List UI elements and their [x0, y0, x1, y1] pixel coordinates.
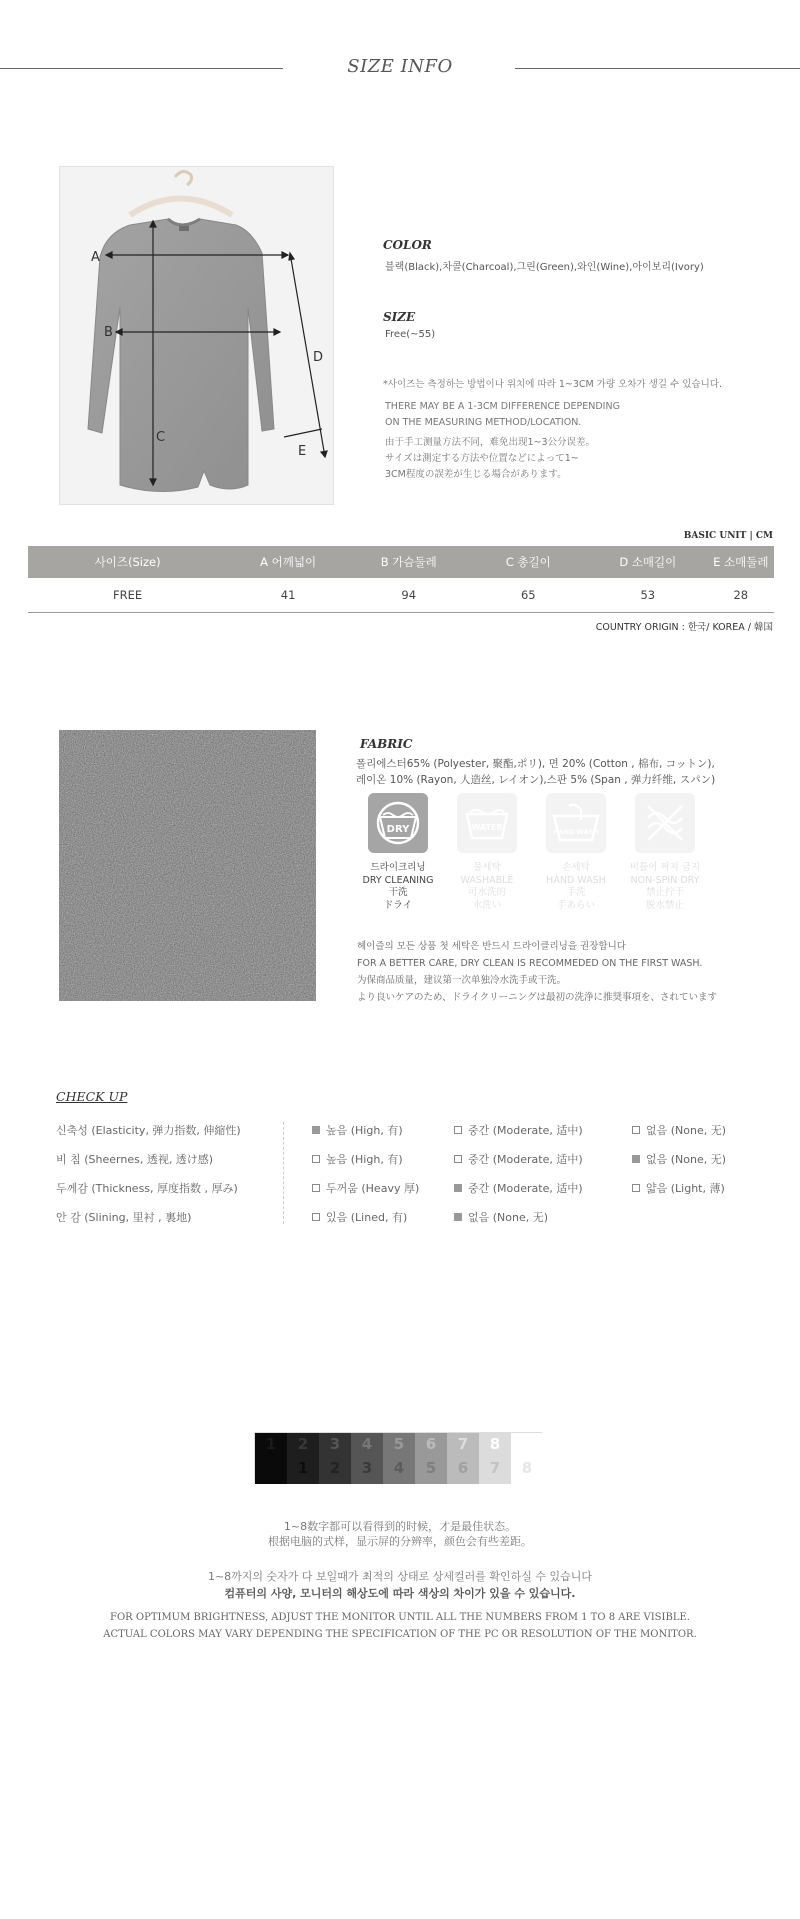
- check-option-none: 없음 (None, 无): [632, 1122, 726, 1138]
- svg-text:WATER: WATER: [471, 823, 503, 832]
- check-up-heading: CHECK UP: [56, 1089, 128, 1104]
- table-row: [28, 578, 774, 612]
- checkbox: [312, 1155, 320, 1163]
- col-c: C 총길이: [469, 546, 589, 578]
- check-option-moderate: 중간 (Moderate, 适中): [454, 1122, 583, 1138]
- size-note-en-2: ON THE MEASURING METHOD/LOCATION.: [385, 417, 582, 428]
- washable-icon: [457, 793, 517, 853]
- color-heading: COLOR: [383, 238, 432, 252]
- checkbox: [454, 1126, 462, 1134]
- fabric-texture-image: [59, 730, 316, 1001]
- check-option-high: 높음 (High, 有): [312, 1122, 403, 1138]
- dry-clean-caption: 드라이크리닝 DRY CLEANING 干洗 ドライ: [362, 862, 434, 911]
- gray-swatch: 4 3: [351, 1433, 383, 1484]
- size-note-en-1: THERE MAY BE A 1-3CM DIFFERENCE DEPENDING: [385, 401, 620, 412]
- check-option-moderate: 중간 (Moderate, 适中): [454, 1180, 583, 1196]
- check-option-light: 얇음 (Light, 薄): [632, 1180, 725, 1196]
- svg-text:HAND WASH: HAND WASH: [553, 828, 599, 836]
- check-option-lined: 있음 (Lined, 有): [312, 1209, 407, 1225]
- check-row-lining: [56, 1209, 776, 1229]
- cell-e: 28: [708, 578, 774, 612]
- check-label: 신축성 (Elasticity, 弹力指数, 伸縮性): [56, 1124, 241, 1137]
- gray-swatch: 8: [511, 1433, 543, 1484]
- size-heading: SIZE: [383, 310, 416, 324]
- check-row-elasticity: [56, 1122, 776, 1142]
- size-value: Free(~55): [385, 329, 436, 340]
- care-advice: [357, 938, 717, 1006]
- svg-text:DRY: DRY: [386, 824, 410, 835]
- checkbox: [312, 1184, 320, 1192]
- diagram-label-d: D: [313, 350, 324, 365]
- checkbox: [454, 1213, 462, 1221]
- check-option-none: 없음 (None, 无): [632, 1151, 726, 1167]
- size-note-jp-1: サイズは測定する方法や位置などによって1~: [385, 453, 579, 464]
- care-advice-en: FOR A BETTER CARE, DRY CLEAN IS RECOMMEDED ON THE FIRST WASH.: [357, 958, 703, 969]
- hand-wash-caption: 손세탁 HAND WASH 手洗 手あらい: [546, 862, 606, 911]
- check-option-moderate: 중간 (Moderate, 适中): [454, 1151, 583, 1167]
- diagram-label-e: E: [298, 444, 307, 459]
- diagram-label-c: C: [156, 430, 166, 445]
- monitor-note-kr-2: 컴퓨터의 사양, 모니터의 해상도에 따라 색상의 차이가 있을 수 있습니다.: [224, 1587, 576, 1600]
- monitor-note-en-1: FOR OPTIMUM BRIGHTNESS, ADJUST THE MONITOR UNTIL ALL THE NUMBERS FROM 1 TO 8 ARE VISIBLE.: [110, 1612, 690, 1623]
- check-option-high: 높음 (High, 有): [312, 1151, 403, 1167]
- care-advice-jp: より良いケアのため、ドライクリーニングは最初の洗浄に推奨事項を、されています: [357, 992, 717, 1003]
- cell-a: 41: [227, 578, 349, 612]
- fabric-texture: [59, 730, 316, 1001]
- monitor-note-en-2: ACTUAL COLORS MAY VARY DEPENDING THE SPECIFICATION OF THE PC OR RESOLUTION OF THE MONITOR.: [103, 1629, 697, 1640]
- check-label: 비 침 (Sheernes, 透视, 透け感): [56, 1153, 214, 1166]
- checkbox: [312, 1213, 320, 1221]
- size-note-cn: 由于手工测量方法不同，难免出现1~3公分误差。: [385, 437, 596, 448]
- diagram-label-b: B: [104, 325, 113, 340]
- check-option-none: 없음 (None, 无): [454, 1209, 548, 1225]
- checkbox: [312, 1126, 320, 1134]
- dry-clean-icon: [368, 793, 428, 853]
- size-table: [28, 546, 774, 613]
- checkbox: [632, 1155, 640, 1163]
- washable-caption: 물세탁 WASHABLE 可水洗的 水洗い: [460, 862, 514, 911]
- cell-c: 65: [469, 578, 589, 612]
- care-advice-cn: 为保商品质量，建议第一次单独冷水洗手或干洗。: [357, 975, 567, 986]
- gray-swatch: 2 1: [287, 1433, 319, 1484]
- col-d: D 소매길이: [588, 546, 708, 578]
- checkbox: [632, 1126, 640, 1134]
- checkbox: [454, 1155, 462, 1163]
- cell-b: 94: [349, 578, 469, 612]
- check-row-thickness: [56, 1180, 776, 1200]
- gray-swatch: 8 7: [479, 1433, 511, 1484]
- no-spin-dry-caption: 비틀어 짜지 금지 NON-SPIN DRY 禁止拧干 脱水禁止: [629, 862, 701, 911]
- gray-swatch: 6 5: [415, 1433, 447, 1484]
- shirt-illustration: [60, 167, 334, 505]
- col-size: 사이즈(Size): [28, 546, 227, 578]
- cell-d: 53: [588, 578, 708, 612]
- no-spin-dry-icon: [635, 793, 695, 853]
- col-b: B 가슴둘레: [349, 546, 469, 578]
- monitor-note-kr-1: 1~8까지의 숫자가 다 보일때가 최적의 상태로 상세컬러를 확인하실 수 있습니다: [207, 1570, 593, 1583]
- checkbox: [454, 1184, 462, 1192]
- country-origin: COUNTRY ORIGIN : 한국/ KOREA / 韓国: [595, 622, 773, 633]
- fabric-composition-2: 레이온 10% (Rayon, 人造丝, レイオン),스판 5% (Span , 弹力纤维, スパン): [356, 774, 716, 786]
- grayscale-calibration-strip: [254, 1432, 542, 1483]
- check-label: 두께감 (Thickness, 厚度指数 , 厚み): [56, 1182, 238, 1195]
- shirt-diagram: [59, 166, 334, 505]
- gray-swatch: 3 2: [319, 1433, 351, 1484]
- size-info-title: SIZE INFO: [347, 56, 453, 77]
- check-row-sheerness: [56, 1151, 776, 1171]
- col-e: E 소매둘레: [708, 546, 774, 578]
- size-note-jp-2: 3CM程度の誤差が生じる場合があります。: [385, 469, 567, 480]
- diagram-label-a: A: [91, 250, 100, 265]
- cell-size: FREE: [28, 578, 227, 612]
- size-table-header: [28, 546, 774, 578]
- monitor-note-cn-2: 根据电脑的式样，显示屏的分辨率，颜色会有些差距。: [268, 1535, 532, 1548]
- checkbox: [632, 1184, 640, 1192]
- gray-swatch: 5 4: [383, 1433, 415, 1484]
- fabric-heading: FABRIC: [360, 737, 413, 751]
- color-list: 블랙(Black),차콜(Charcoal),그린(Green),와인(Wine),아이보리(Ivory): [385, 262, 704, 273]
- col-a: A 어깨넓이: [227, 546, 349, 578]
- hand-wash-icon: [546, 793, 606, 853]
- check-label: 안 감 (Slining, 里衬 , 裏地): [56, 1211, 192, 1224]
- size-note-kr: *사이즈는 측정하는 방법이나 위치에 따라 1~3CM 가량 오차가 생길 수 있습니다.: [383, 379, 722, 390]
- fabric-composition-1: 폴리에스터65% (Polyester, 聚酯,ポリ), 면 20% (Cotton , 棉布, コットン),: [356, 758, 715, 770]
- unit-label: BASIC UNIT | CM: [683, 531, 773, 541]
- monitor-note-cn-1: 1~8数字都可以看得到的时候，才是最佳状态。: [283, 1520, 517, 1533]
- gray-swatch: 1: [255, 1433, 287, 1484]
- care-advice-kr: 헤이즐의 모든 상품 첫 세탁은 반드시 드라이클리닝을 권장합니다: [357, 941, 626, 952]
- check-option-heavy: 두꺼움 (Heavy 厚): [312, 1180, 419, 1196]
- gray-swatch: 7 6: [447, 1433, 479, 1484]
